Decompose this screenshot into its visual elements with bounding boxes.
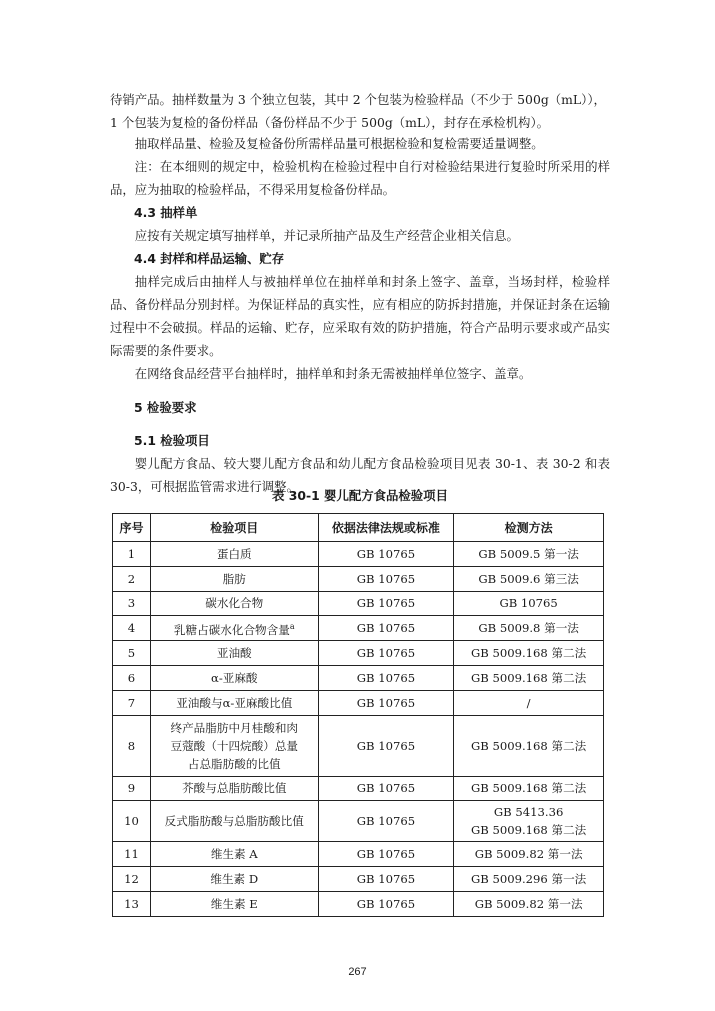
- section-heading-5: 5 检验要求: [134, 400, 197, 415]
- cell-basis: GB 10765: [318, 591, 454, 616]
- cell-method: GB 5009.8 第一法: [454, 616, 604, 641]
- footnote-marker: a: [289, 621, 295, 631]
- cell-no: 10: [113, 801, 151, 842]
- table-row: [113, 715, 604, 776]
- table-row: [113, 616, 604, 641]
- table-row: [113, 690, 604, 715]
- cell-method: GB 5009.82 第一法: [454, 842, 604, 867]
- note-paragraph: 注：在本细则的规定中，检验机构在检验过程中自行对检验结果进行复验时所采用的样品，应为抽取的检验样品，不得采用复检备份样品。: [110, 159, 610, 197]
- cell-basis: GB 10765: [318, 801, 454, 842]
- paragraph: 在网络食品经营平台抽样时，抽样单和封条无需被抽样单位签字、盖章。: [134, 366, 532, 381]
- cell-method: GB 5009.5 第一法: [454, 542, 604, 567]
- cell-basis: GB 10765: [318, 665, 454, 690]
- cell-basis: GB 10765: [318, 842, 454, 867]
- cell-basis: GB 10765: [318, 542, 454, 567]
- cell-no: 11: [113, 842, 151, 867]
- cell-basis: GB 10765: [318, 641, 454, 666]
- table-header-row: [113, 514, 604, 542]
- cell-no: 3: [113, 591, 151, 616]
- section-heading-5-1: 5.1 检验项目: [134, 433, 210, 448]
- table-row: [113, 566, 604, 591]
- page-number: 267: [348, 966, 367, 978]
- cell-no: 4: [113, 616, 151, 641]
- header-cell-no: 序号: [113, 514, 151, 542]
- table-row: [113, 591, 604, 616]
- cell-basis: GB 10765: [318, 715, 454, 776]
- cell-item: 维生素 D: [150, 867, 318, 892]
- table-row: [113, 842, 604, 867]
- cell-item: 亚油酸: [150, 641, 318, 666]
- section-heading-4-4: 4.4 封样和样品运输、贮存: [134, 251, 285, 266]
- table-row: [113, 641, 604, 666]
- cell-no: 9: [113, 776, 151, 801]
- cell-no: 8: [113, 715, 151, 776]
- cell-no: 6: [113, 665, 151, 690]
- cell-item: [150, 616, 318, 641]
- table-row: [113, 891, 604, 916]
- cell-method: GB 5009.296 第一法: [454, 867, 604, 892]
- section-heading-4-3: 4.3 抽样单: [134, 205, 198, 220]
- header-cell-basis: 依据法律法规或标准: [318, 514, 454, 542]
- cell-no: 2: [113, 566, 151, 591]
- cell-item: 维生素 A: [150, 842, 318, 867]
- cell-no: 12: [113, 867, 151, 892]
- table-row: [113, 801, 604, 842]
- cell-basis: GB 10765: [318, 616, 454, 641]
- cell-basis: GB 10765: [318, 566, 454, 591]
- cell-method: GB 5009.168 第二法: [454, 665, 604, 690]
- cell-method-line: GB 5009.168 第二法: [471, 823, 587, 838]
- cell-method: GB 5009.168 第二法: [454, 641, 604, 666]
- cell-method: GB 5009.6 第三法: [454, 566, 604, 591]
- cell-method: GB 5009.82 第一法: [454, 891, 604, 916]
- cell-method: [454, 801, 604, 842]
- cell-item: 维生素 E: [150, 891, 318, 916]
- paragraph: 应按有关规定填写抽样单，并记录所抽产品及生产经营企业相关信息。: [134, 228, 519, 243]
- paragraph: 婴儿配方食品、较大婴儿配方食品和幼儿配方食品检验项目见表 30-1、表 30-2 和表 30-3，可根据监管需求进行调整。: [110, 456, 610, 494]
- header-cell-item: 检验项目: [150, 514, 318, 542]
- cell-method: /: [454, 690, 604, 715]
- table-row: [113, 542, 604, 567]
- table-row: [113, 776, 604, 801]
- paragraph-line: 待销产品。抽样数量为 3 个独立包装，其中 2 个包装为检验样品（不少于 500g（mL）），: [110, 92, 606, 107]
- table-row: [113, 665, 604, 690]
- cell-item: 反式脂肪酸与总脂肪酸比值: [150, 801, 318, 842]
- paragraph-line: 1 个包装为复检的备份样品（备份样品不少于 500g（mL），封存在承检机构）。: [110, 115, 550, 130]
- cell-item: 脂肪: [150, 566, 318, 591]
- cell-method-line: GB 5413.36: [493, 805, 564, 820]
- table-caption: 表 30-1 婴儿配方食品检验项目: [272, 488, 448, 503]
- inspection-items-table: [112, 513, 604, 917]
- cell-item: 蛋白质: [150, 542, 318, 567]
- cell-no: 13: [113, 891, 151, 916]
- cell-item: α-亚麻酸: [150, 665, 318, 690]
- cell-item-text: 乳糖占碳水化合物含量: [173, 622, 290, 637]
- cell-no: 7: [113, 690, 151, 715]
- paragraph: 抽取样品量、检验及复检备份所需样品量可根据检验和复检需要适量调整。: [134, 136, 544, 151]
- cell-item: 芥酸与总脂肪酸比值: [150, 776, 318, 801]
- cell-basis: GB 10765: [318, 867, 454, 892]
- cell-no: 1: [113, 542, 151, 567]
- cell-method: GB 10765: [454, 591, 604, 616]
- cell-item: 终产品脂肪中月桂酸和肉豆蔻酸（十四烷酸）总量占总脂肪酸的比值: [150, 715, 318, 776]
- cell-no: 5: [113, 641, 151, 666]
- header-cell-method: 检测方法: [454, 514, 604, 542]
- cell-item: 碳水化合物: [150, 591, 318, 616]
- cell-method: GB 5009.168 第二法: [454, 715, 604, 776]
- paragraph: 抽样完成后由抽样人与被抽样单位在抽样单和封条上签字、盖章，当场封样，检验样品、备份样品分别封样。为保证样品的真实性，应有相应的防拆封措施，并保证封条在运输过程中不会破损。样品的运输、贮存，应采取有效的防护措施，符合产品明示要求或产品实际需要的条件要求。: [110, 274, 610, 358]
- cell-method: GB 5009.168 第二法: [454, 776, 604, 801]
- cell-basis: GB 10765: [318, 776, 454, 801]
- cell-basis: GB 10765: [318, 690, 454, 715]
- cell-basis: GB 10765: [318, 891, 454, 916]
- cell-item: 亚油酸与α-亚麻酸比值: [150, 690, 318, 715]
- table-row: [113, 867, 604, 892]
